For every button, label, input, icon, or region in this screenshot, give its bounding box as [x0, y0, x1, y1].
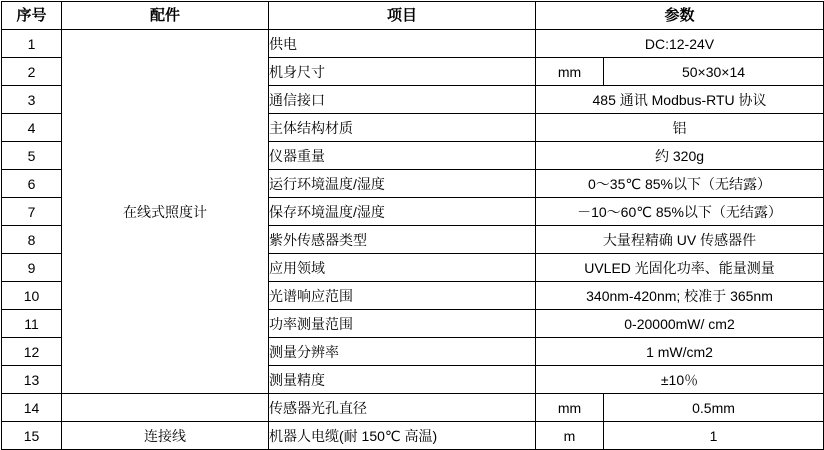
row-number: 7 [2, 198, 62, 226]
item-label: 测量分辨率 [269, 338, 536, 366]
item-label: 仪器重量 [269, 142, 536, 170]
item-label: 运行环境温度/湿度 [269, 170, 536, 198]
specification-table [1, 1, 824, 450]
unit-value: mm [536, 394, 604, 422]
param-value: 0-20000mW/ cm2 [536, 310, 824, 338]
item-label: 保存环境温度/湿度 [269, 198, 536, 226]
row-number: 1 [2, 30, 62, 58]
table-row [2, 394, 824, 422]
item-label: 供电 [269, 30, 536, 58]
param-value: －10～60℃ 85%以下（无结露） [536, 198, 824, 226]
row-number: 5 [2, 142, 62, 170]
header-item: 项目 [269, 2, 536, 30]
row-number: 14 [2, 394, 62, 422]
item-label: 通信接口 [269, 86, 536, 114]
unit-value: m [536, 422, 604, 450]
item-label: 传感器光孔直径 [269, 394, 536, 422]
header-param: 参数 [536, 2, 824, 30]
row-number: 13 [2, 366, 62, 394]
table-row [2, 30, 824, 58]
row-number: 15 [2, 422, 62, 450]
part-group-cable: 连接线 [62, 422, 269, 450]
row-number: 3 [2, 86, 62, 114]
param-value: 340nm-420nm; 校准于 365nm [536, 282, 824, 310]
param-value: ±10％ [536, 366, 824, 394]
row-number: 9 [2, 254, 62, 282]
item-label: 主体结构材质 [269, 114, 536, 142]
part-group-blank [62, 394, 269, 422]
part-group-meter: 在线式照度计 [62, 30, 269, 394]
item-label: 光谱响应范围 [269, 282, 536, 310]
param-value: 485 通讯 Modbus-RTU 协议 [536, 86, 824, 114]
item-label: 机器人电缆(耐 150℃ 高温) [269, 422, 536, 450]
item-label: 测量精度 [269, 366, 536, 394]
param-value: 约 320g [536, 142, 824, 170]
param-value: 0.5mm [604, 394, 824, 422]
param-value: 铝 [536, 114, 824, 142]
param-value: 大量程精确 UV 传感器件 [536, 226, 824, 254]
row-number: 4 [2, 114, 62, 142]
row-number: 8 [2, 226, 62, 254]
item-label: 功率测量范围 [269, 310, 536, 338]
param-value: 0～35℃ 85%以下（无结露） [536, 170, 824, 198]
item-label: 机身尺寸 [269, 58, 536, 86]
header-part: 配件 [62, 2, 269, 30]
header-no: 序号 [2, 2, 62, 30]
table-header-row [2, 2, 824, 30]
row-number: 2 [2, 58, 62, 86]
param-value: 50×30×14 [604, 58, 824, 86]
param-value: 1 mW/cm2 [536, 338, 824, 366]
param-value: DC:12-24V [536, 30, 824, 58]
item-label: 应用领域 [269, 254, 536, 282]
row-number: 12 [2, 338, 62, 366]
unit-value: mm [536, 58, 604, 86]
row-number: 6 [2, 170, 62, 198]
table-row [2, 422, 824, 450]
row-number: 10 [2, 282, 62, 310]
param-value: 1 [604, 422, 824, 450]
param-value: UVLED 光固化功率、能量测量 [536, 254, 824, 282]
item-label: 紫外传感器类型 [269, 226, 536, 254]
row-number: 11 [2, 310, 62, 338]
